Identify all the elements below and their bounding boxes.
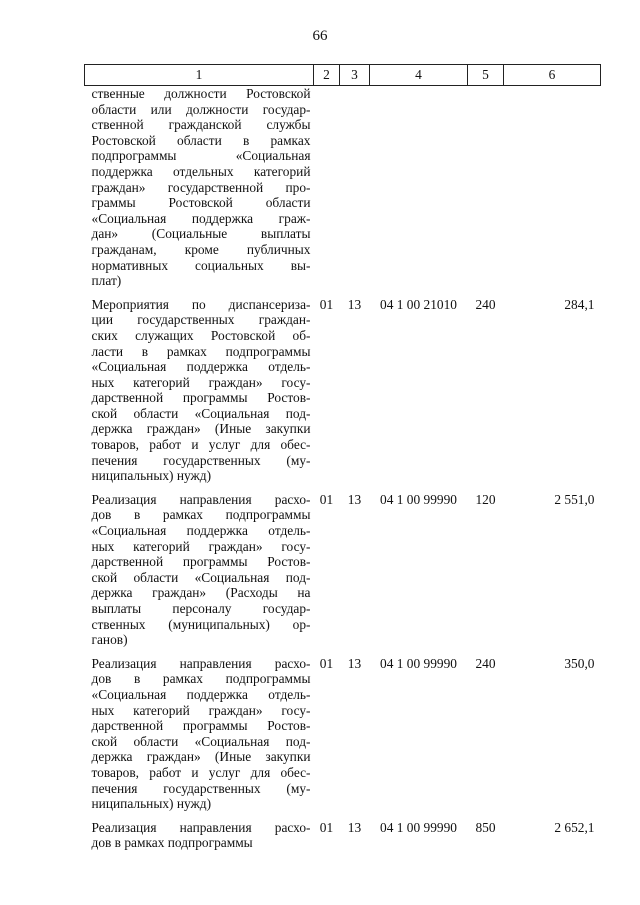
description-line: ласти в рамках подпрограммы xyxy=(91,343,311,359)
target-article-code: 04 1 00 99990 xyxy=(380,491,457,507)
description-line: товаров, работ и услуг для обес- xyxy=(91,764,311,780)
subsection-code: 13 xyxy=(347,655,362,671)
description-line: Реализация направления расхо- xyxy=(91,491,311,507)
amount: 284,1 xyxy=(564,296,595,312)
row-spacer xyxy=(85,484,601,492)
description-line: ции государственных граждан- xyxy=(91,312,311,328)
description-line: Ростовской области в рамках xyxy=(91,132,311,148)
description-line: ганов) xyxy=(91,632,128,648)
target-article-code xyxy=(370,86,468,289)
table-body xyxy=(85,86,601,851)
row-spacer xyxy=(85,289,601,297)
amount: 2 551,0 xyxy=(554,491,595,507)
description-line: ских служащих Ростовской об- xyxy=(91,327,311,343)
description-line: ных категорий граждан» госу- xyxy=(91,538,311,554)
description-line: «Социальная поддержка граж- xyxy=(91,210,311,226)
section-code xyxy=(314,86,340,289)
description-line: Мероприятия по диспансеризa- xyxy=(91,296,311,312)
subsection-code: 13 xyxy=(347,296,362,312)
row-spacer-cell xyxy=(85,648,601,656)
target-article-code: 04 1 00 99990 xyxy=(380,655,457,671)
expense-type-code: 240 xyxy=(475,296,496,312)
description-line: граждан» государственной про- xyxy=(91,179,311,195)
expense-type-code: 850 xyxy=(475,819,496,835)
table-row xyxy=(85,297,601,484)
section-code: 01 xyxy=(319,819,334,835)
description-line: держка граждан» (Иные закупки xyxy=(91,421,311,437)
description-line: дарственной программы Ростов- xyxy=(91,718,311,734)
description-line: ных категорий граждан» госу- xyxy=(91,374,311,390)
description-line: «Социальная поддержка отдель- xyxy=(91,686,311,702)
description-line: выплаты персоналу государ- xyxy=(91,601,311,616)
description-line: граммы Ростовской области xyxy=(91,195,311,211)
description-line: области или должности государ- xyxy=(91,101,311,117)
expense-type-code xyxy=(468,86,504,289)
row-spacer xyxy=(85,648,601,656)
amount xyxy=(504,86,601,289)
table-row xyxy=(85,86,601,289)
description-line: «Социальная поддержка отдель- xyxy=(91,523,311,539)
description-line: печения государственных (му- xyxy=(91,452,311,468)
description-line: держка граждан» (Расходы на xyxy=(91,585,311,601)
section-code: 01 xyxy=(319,491,334,507)
table-row xyxy=(85,820,601,851)
row-description xyxy=(85,297,314,484)
row-spacer-cell xyxy=(85,812,601,820)
description-line: поддержка отдельных категорий xyxy=(91,163,311,179)
table-row xyxy=(85,492,601,648)
column-header: 4 xyxy=(370,65,468,86)
expense-type-code: 240 xyxy=(475,655,496,671)
description-line: ственные должности Ростовской xyxy=(91,86,311,101)
description-line: ской области «Социальная под- xyxy=(91,569,311,585)
description-line: Реализация направления расхо- xyxy=(91,655,311,671)
column-header: 1 xyxy=(85,65,314,86)
page-number: 66 xyxy=(312,28,328,44)
column-header: 2 xyxy=(314,65,340,86)
column-header-row xyxy=(85,65,601,86)
row-description xyxy=(85,656,314,812)
column-header: 3 xyxy=(340,65,370,86)
amount: 350,0 xyxy=(564,655,595,671)
subsection-code xyxy=(340,86,370,289)
budget-table xyxy=(84,64,601,851)
description-line: ственных (муниципальных) ор- xyxy=(91,616,311,632)
description-line: ской области «Социальная под- xyxy=(91,733,311,749)
column-header: 5 xyxy=(468,65,504,86)
description-line: плат) xyxy=(91,273,122,289)
description-line: Реализация направления расхо- xyxy=(91,819,311,835)
description-line: дарственной программы Ростов- xyxy=(91,390,311,406)
description-line: дов в рамках подпрограммы xyxy=(91,507,311,523)
row-description xyxy=(85,86,314,289)
target-article-code: 04 1 00 21010 xyxy=(380,296,457,312)
row-spacer-cell xyxy=(85,289,601,297)
description-line: товаров, работ и услуг для обес- xyxy=(91,437,311,453)
description-line: дов в рамках подпрограммы xyxy=(91,671,311,687)
description-line: ниципальных) нужд) xyxy=(91,468,212,484)
description-line: подпрограммы «Социальная xyxy=(91,148,311,164)
row-description xyxy=(85,820,314,851)
section-code: 01 xyxy=(319,655,334,671)
description-line: держка граждан» (Иные закупки xyxy=(91,749,311,765)
subsection-code: 13 xyxy=(347,491,362,507)
row-description xyxy=(85,492,314,648)
description-line: ственной гражданской службы xyxy=(91,117,311,133)
description-line: дарственной программы Ростов- xyxy=(91,554,311,570)
section-code: 01 xyxy=(319,296,334,312)
description-line: печения государственных (му- xyxy=(91,780,311,796)
description-line: нормативных социальных вы- xyxy=(91,257,311,273)
row-spacer-cell xyxy=(85,484,601,492)
expense-type-code: 120 xyxy=(475,491,496,507)
row-spacer xyxy=(85,812,601,820)
description-line: ных категорий граждан» госу- xyxy=(91,702,311,718)
description-line: «Социальная поддержка отдель- xyxy=(91,359,311,375)
column-header: 6 xyxy=(504,65,601,86)
description-line: ской области «Социальная под- xyxy=(91,405,311,421)
description-line: дов в рамках подпрограммы xyxy=(91,835,253,851)
target-article-code: 04 1 00 99990 xyxy=(380,819,457,835)
description-line: гражданам, кроме публичных xyxy=(91,241,311,257)
table-row xyxy=(85,656,601,812)
subsection-code: 13 xyxy=(347,819,362,835)
description-line: дан» (Социальные выплаты xyxy=(91,226,311,242)
description-line: ниципальных) нужд) xyxy=(91,796,212,812)
amount: 2 652,1 xyxy=(554,819,595,835)
